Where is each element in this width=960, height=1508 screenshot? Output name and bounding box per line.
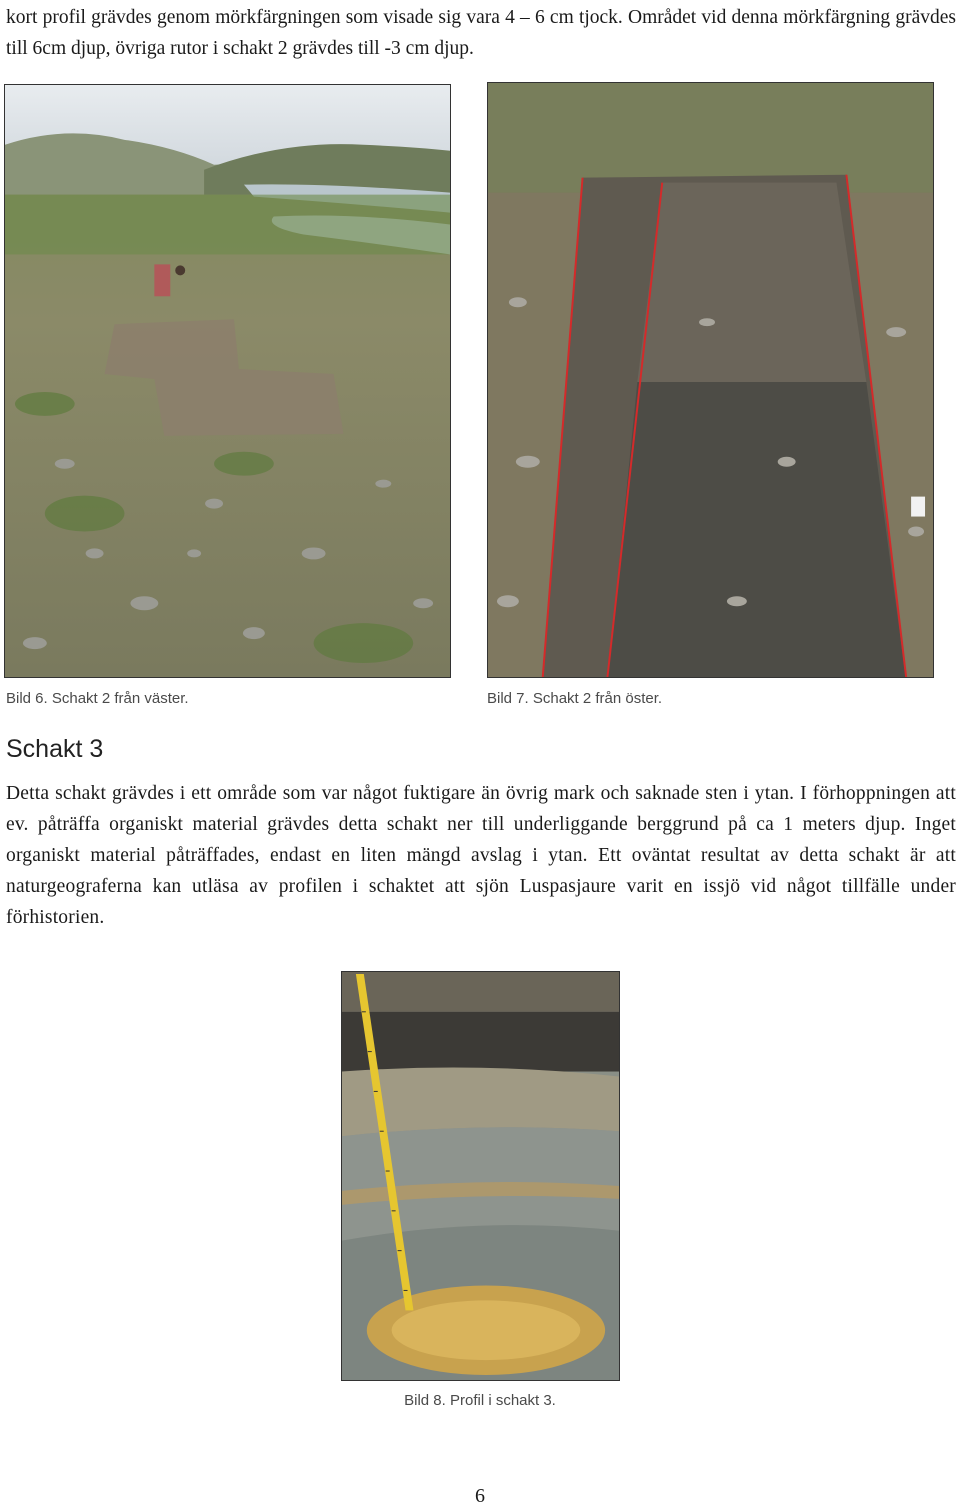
photo-schakt2-east-image [488, 83, 933, 677]
figure-caption: Bild 6. Schakt 2 från väster. [6, 690, 189, 707]
intro-paragraph: kort profil grävdes genom mörkfärgningen som visade sig vara 4 – 6 cm tjock. Området vid denna mörkfärgning grävdes till 6cm djup, övriga rutor i schakt 2 grävdes till -3 cm djup. [6, 7, 956, 59]
photo-schakt2-west-image [5, 85, 450, 677]
section-body-paragraph: Detta schakt grävdes i ett område som var något fuktigare än övrig mark och saknade sten i ytan. I förhoppningen att ev. påträffa organiskt material grävdes detta schakt ner till underliggande berggrund på ca 1 meters djup. Inget organiskt material påträffades, endast en liten mängd avslag i ytan. Ett oväntat resultat av detta schakt är att naturgeograferna kan utläsa av profilen i schaktet att sjön Luspasjaure varit en issjö vid något tillfälle under förhistorien. [6, 783, 956, 928]
photo-schakt2-east [487, 82, 934, 678]
figure-caption: Bild 7. Schakt 2 från öster. [487, 690, 663, 707]
page-number: 6 [475, 1485, 485, 1507]
photo-profil-schakt3-image [342, 972, 619, 1380]
photo-schakt2-west [4, 84, 451, 678]
figure-caption: Bild 8. Profil i schakt 3. [404, 1392, 556, 1409]
section-heading: Schakt 3 [6, 735, 104, 763]
photo-profil-schakt3 [341, 971, 620, 1381]
